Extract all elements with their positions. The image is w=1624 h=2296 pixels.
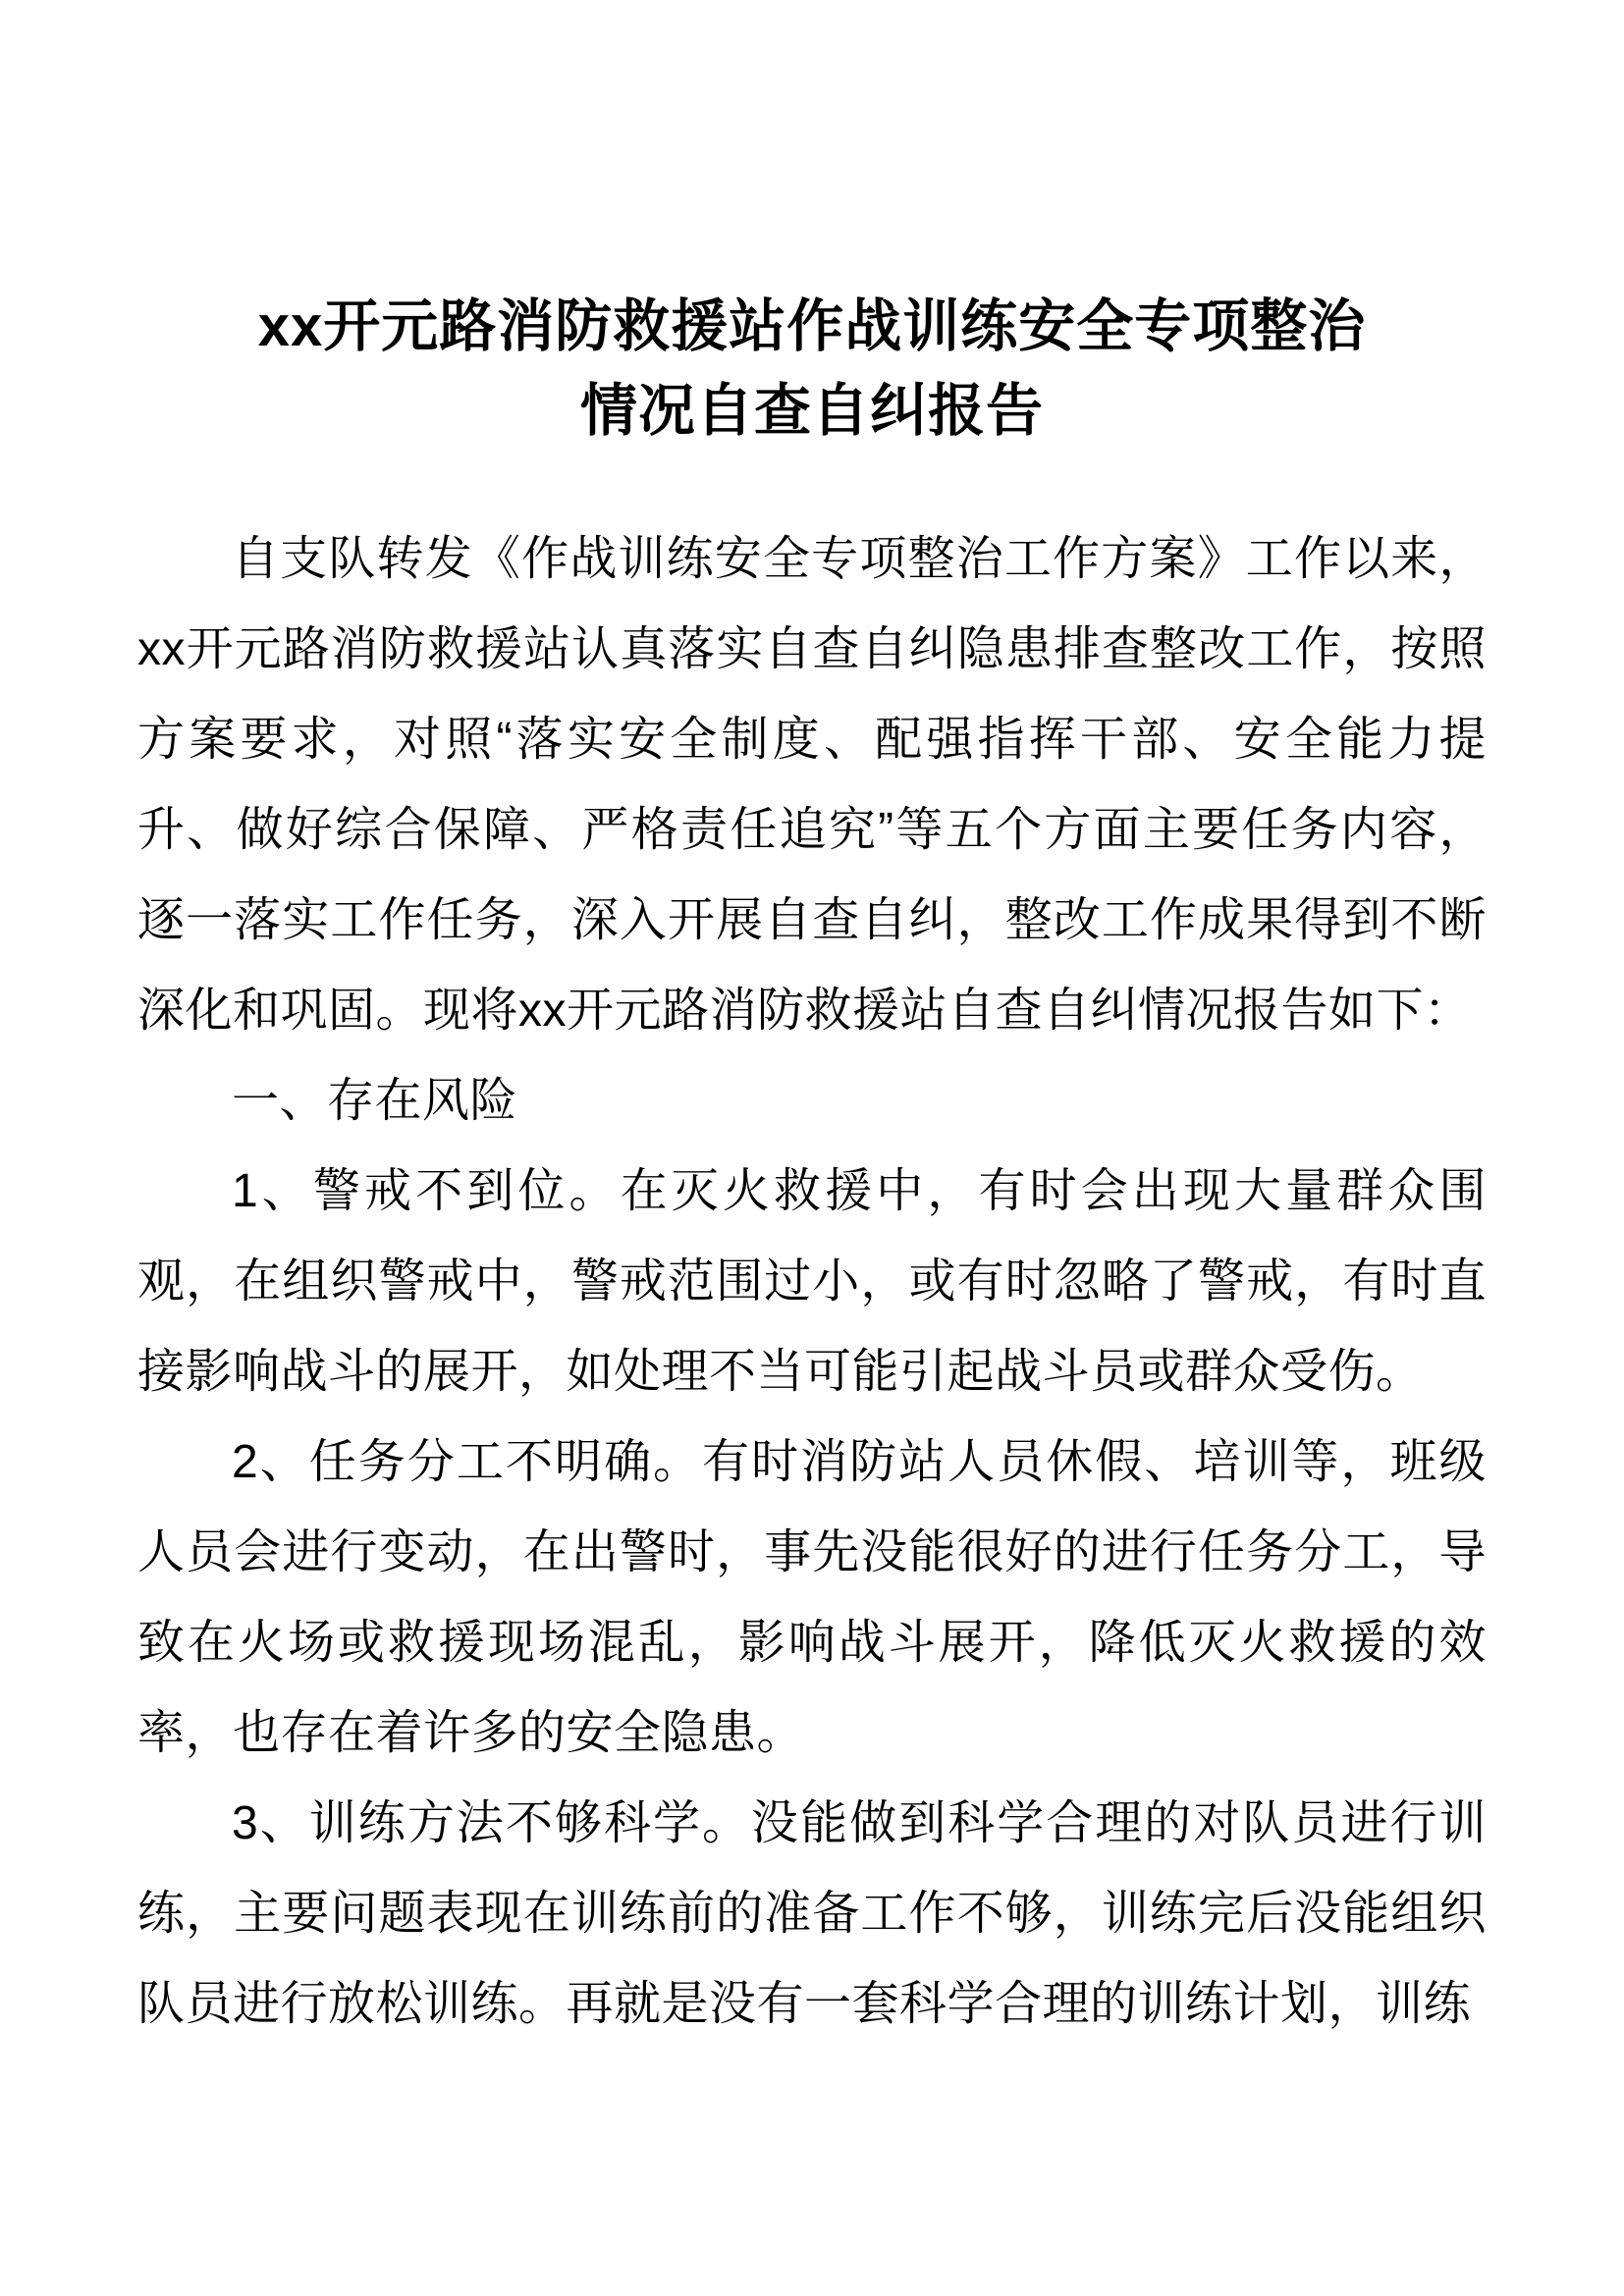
paragraph-introduction: 自支队转发《作战训练安全专项整治工作方案》工作以来，xx开元路消防救援站认真落实自查自纠隐患排查整改工作，按照方案要求，对照“落实安全制度、配强指挥干部、安全能力提升、做好综合保障、严格责任追究”等五个方面主要任务内容，逐一落实工作任务，深入开展自查自纠，整改工作成果得到不断深化和巩固。现将xx开元路消防救援站自查自纠情况报告如下： bbox=[137, 533, 1487, 1037]
document-title-line-1: xx开元路消防救援站作战训练安全专项整治 bbox=[257, 294, 1367, 358]
document-body bbox=[137, 514, 1487, 2050]
paragraph-risk-2-task-division: 2、任务分工不明确。有时消防站人员休假、培训等，班级人员会进行变动，在出警时，事先没能很好的进行任务分工，导致在火场或救援现场混乱，影响战斗展开，降低灭火救援的效率，也存在着许多的安全隐患。 bbox=[137, 1436, 1487, 1759]
section-heading-existing-risks: 一、存在风险 bbox=[232, 1075, 518, 1127]
document-title bbox=[137, 285, 1487, 454]
paragraph-risk-3-training-methods: 3、训练方法不够科学。没能做到科学合理的对队员进行训练，主要问题表现在训练前的准备工作不够，训练完后没能组织队员进行放松训练。再就是没有一套科学合理的训练计划，训练 bbox=[137, 1797, 1487, 2030]
document-title-line-2: 情况自查自纠报告 bbox=[579, 379, 1044, 443]
paragraph-risk-1-cordon: 1、警戒不到位。在灭火救援中，有时会出现大量群众围观，在组织警戒中，警戒范围过小，或有时忽略了警戒，有时直接影响战斗的展开，如处理不当可能引起战斗员或群众受伤。 bbox=[137, 1165, 1487, 1398]
